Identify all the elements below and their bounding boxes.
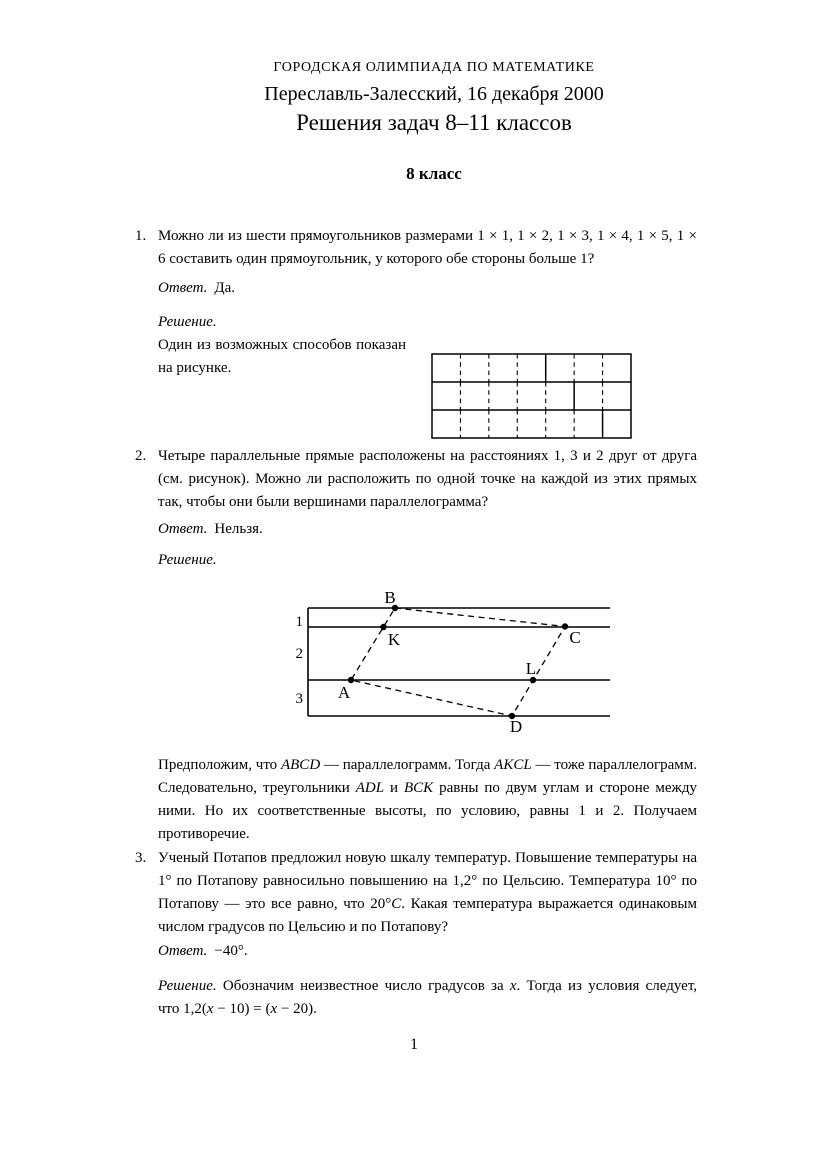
problem-3-answer-value: −40°. xyxy=(214,943,248,959)
fig2-label-k: K xyxy=(387,630,401,649)
section-heading: 8 класс xyxy=(406,164,462,183)
page-number: 1 xyxy=(410,1036,418,1053)
fig2-label-l: L xyxy=(525,659,537,678)
doc-title: ГОРОДСКАЯ ОЛИМПИАДА ПО МАТЕМАТИКЕ xyxy=(273,60,595,75)
problem-1-answer-label: Ответ. xyxy=(158,280,208,296)
problem-1-solution-label: Решение. xyxy=(158,314,217,330)
problem-2-solution-label: Решение. xyxy=(158,552,217,568)
problem-2-number: 2. xyxy=(135,448,147,464)
problem-2-answer-label: Ответ. xyxy=(158,521,208,537)
fig2-label-b: B xyxy=(384,588,396,607)
problem-2-solution-paragraph: Предположим, что ABCD — параллелограмм. Тогда AKCL — тоже параллелограмм. Следовательно, треугольники ADL и BCK равны по двум углам и стороне между ними. Но их соответственные высоты, по условию, равны 1 и 2. Получаем противоречие. xyxy=(158,757,697,842)
problem-3-solution-paragraph: Решение. Обозначим неизвестное число градусов за x. Тогда из условия следует, что 1,2(x − 10) = (x − 20). xyxy=(158,978,697,1017)
problem-1-statement: Можно ли из шести прямоугольников размерами 1 × 1, 1 × 2, 1 × 3, 1 × 4, 1 × 5, 1 × 6 составить один прямоугольник, у которого обе стороны больше 1? xyxy=(158,228,697,267)
problem-2-statement: Четыре параллельные прямые расположены на расстояниях 1, 3 и 2 друг от друга (см. рисунок). Можно ли расположить по одной точке на каждой из этих прямых так, чтобы они были вершинами параллелограмма? xyxy=(158,448,697,510)
fig2-label-c: C xyxy=(569,628,581,647)
problem-1-answer-line xyxy=(158,277,235,300)
doc-heading: Решения задач 8–11 классов xyxy=(296,110,572,135)
problem-3 xyxy=(135,847,697,939)
problem-1-answer-value: Да. xyxy=(214,280,236,296)
problem-2-answer-line xyxy=(158,518,263,541)
doc-subtitle: Переславль-Залесский, 16 декабря 2000 xyxy=(264,83,604,105)
fig2-gap-3: 3 xyxy=(295,691,303,707)
fig2-gap-2: 2 xyxy=(295,646,303,662)
fig2-label-d: D xyxy=(509,717,523,736)
problem-3-answer-label: Ответ. xyxy=(158,943,208,959)
fig2-gap-labels xyxy=(296,614,304,707)
problem-1-number: 1. xyxy=(135,228,147,244)
problem-1-solution-caption: Один из возможных способов показан на рисунке. xyxy=(158,337,406,376)
problem-3-statement: Ученый Потапов предложил новую шкалу температур. Повышение температуры на 1° по Потапову равносильно повышению на 1,2° по Цельсию. Температура 10° по Потапову — это все равно, что 20°C. Какая температура выражается одинаковым числом градусов по Цельсию и по Потапову? xyxy=(158,850,697,935)
problem-1 xyxy=(135,225,697,271)
problem-3-number: 3. xyxy=(135,850,147,866)
problem-3-answer-line xyxy=(158,940,248,963)
problem-2 xyxy=(135,445,697,514)
problem-2-figure xyxy=(285,583,625,751)
fig2-gap-1: 1 xyxy=(295,614,303,630)
problem-2-answer-value: Нельзя. xyxy=(214,521,263,537)
problem-1-figure xyxy=(431,353,632,439)
fig2-label-a: A xyxy=(337,683,351,702)
